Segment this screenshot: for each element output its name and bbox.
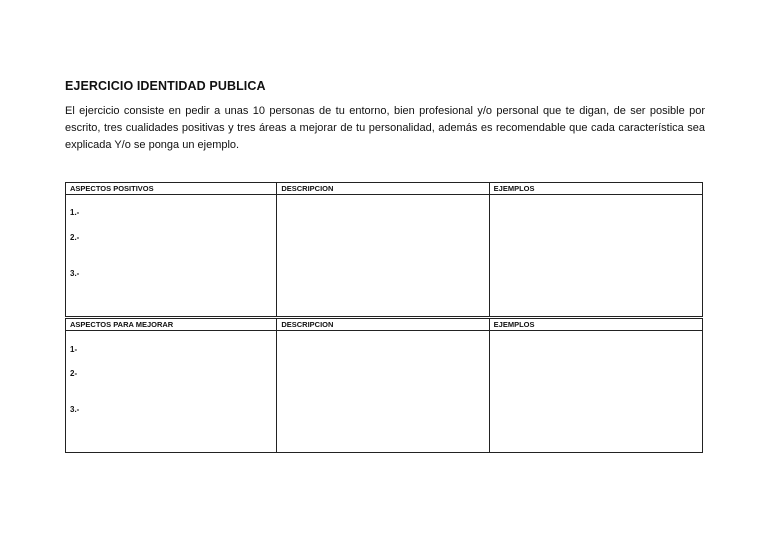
improve-item-2: 2-	[70, 369, 78, 378]
positive-item-2: 2.-	[70, 233, 80, 242]
positive-examples-cell[interactable]	[489, 195, 702, 317]
header-examples: EJEMPLOS	[489, 319, 702, 331]
header-description: DESCRIPCION	[277, 183, 489, 195]
improve-aspects-table	[65, 318, 703, 453]
document-title: EJERCICIO IDENTIDAD PUBLICA	[65, 79, 266, 93]
positive-header-row	[66, 183, 703, 195]
intro-paragraph: El ejercicio consiste en pedir a unas 10 personas de tu entorno, bien profesional y/o personal que te digan, de ser posible por escrito, tres cualidades positivas y tres áreas a mejorar de tu personalidad, además es recomendable que cada característica sea explicada Y/o se ponga un ejemplo.	[65, 105, 705, 151]
positive-item-1: 1.-	[70, 208, 80, 217]
improve-header-row	[66, 319, 703, 331]
positive-aspects-table	[65, 182, 703, 317]
header-description: DESCRIPCION	[277, 319, 489, 331]
improve-description-cell[interactable]	[277, 331, 489, 453]
improve-item-3: 3.-	[70, 405, 80, 414]
header-positive-aspects: ASPECTOS POSITIVOS	[66, 183, 277, 195]
header-examples: EJEMPLOS	[489, 183, 702, 195]
positive-description-cell[interactable]	[277, 195, 489, 317]
header-improve-aspects: ASPECTOS PARA MEJORAR	[66, 319, 277, 331]
positive-aspects-cell[interactable]	[66, 195, 277, 317]
improve-examples-cell[interactable]	[489, 331, 702, 453]
improve-aspects-cell[interactable]	[66, 331, 277, 453]
improve-body-row	[66, 331, 703, 453]
positive-item-3: 3.-	[70, 269, 80, 278]
improve-item-1: 1-	[70, 345, 78, 354]
positive-body-row	[66, 195, 703, 317]
